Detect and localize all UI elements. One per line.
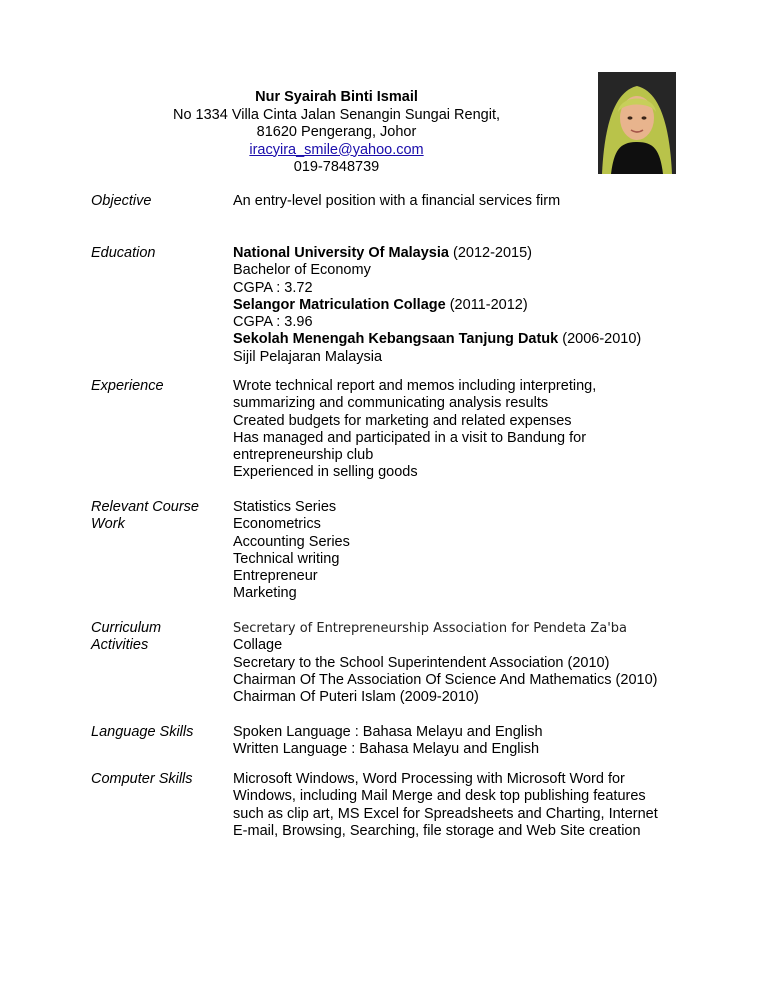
school-name: National University Of Malaysia	[233, 245, 449, 261]
activity-line: Chairman Of The Association Of Science And Mathematics (2010)	[233, 671, 658, 688]
course-item: Econometrics	[233, 516, 321, 533]
language-line: Written Language : Bahasa Melayu and English	[233, 741, 540, 758]
course-item: Entrepreneur	[233, 568, 318, 585]
education-detail: Sijil Pelajaran Malaysia	[233, 348, 383, 365]
experience-line: Has managed and participated in a visit to Bandung for	[233, 429, 587, 446]
activity-line: Secretary to the School Superintendent Association (2010)	[233, 654, 610, 671]
computer-line: such as clip art, MS Excel for Spreadsheets and Charting, Internet	[233, 805, 658, 822]
education-detail: CGPA : 3.72	[233, 279, 313, 296]
email-link[interactable]: iracyira_smile@yahoo.com	[249, 141, 424, 158]
education-detail: Bachelor of Economy	[233, 262, 371, 279]
activity-line: Collage	[233, 637, 283, 654]
experience-line: Experienced in selling goods	[233, 464, 418, 481]
curriculum-label-line: Curriculum	[91, 620, 162, 636]
course-item: Technical writing	[233, 550, 340, 567]
education-entry	[233, 245, 693, 262]
phone-number: 019-7848739	[293, 159, 380, 175]
education-label: Education	[91, 245, 156, 261]
course-item: Statistics Series	[233, 499, 337, 515]
school-years: (2012-2015)	[448, 245, 532, 261]
experience-line: summarizing and communicating analysis results	[233, 395, 549, 412]
course-item: Marketing	[233, 585, 297, 602]
experience-line: entrepreneurship club	[233, 447, 374, 464]
course-item: Accounting Series	[233, 533, 350, 550]
experience-line: Created budgets for marketing and related expenses	[233, 412, 572, 429]
activity-line: Secretary of Entrepreneurship Association for Pendeta Za'ba	[233, 621, 627, 636]
school-years: (2011-2012)	[445, 296, 528, 313]
computer-label: Computer Skills	[91, 771, 193, 787]
school-name: Selangor Matriculation Collage	[233, 296, 446, 313]
experience-line: Wrote technical report and memos including interpreting,	[233, 378, 597, 394]
applicant-name: Nur Syairah Binti Ismail	[255, 89, 418, 105]
coursework-label	[91, 499, 223, 534]
computer-line: Microsoft Windows, Word Processing with Microsoft Word for	[233, 771, 625, 787]
coursework-label-line: Relevant Course	[91, 499, 199, 515]
language-label: Language Skills	[91, 724, 194, 740]
school-name: Sekolah Menengah Kebangsaan Tanjung Datuk	[233, 331, 559, 348]
education-detail: CGPA : 3.96	[233, 314, 313, 331]
objective-label: Objective	[91, 193, 152, 209]
address-line-2: 81620 Pengerang, Johor	[256, 124, 417, 140]
school-years: (2006-2010)	[558, 331, 642, 348]
education-entry	[233, 297, 693, 314]
coursework-label-line: Work	[91, 516, 125, 533]
resume-header	[100, 89, 573, 177]
curriculum-label-line: Activities	[91, 637, 149, 654]
activity-line: Chairman Of Puteri Islam (2009-2010)	[233, 689, 479, 706]
education-entry	[233, 331, 693, 348]
experience-label: Experience	[91, 378, 164, 394]
computer-line: Windows, including Mail Merge and desk top publishing features	[233, 788, 646, 805]
computer-line: E-mail, Browsing, Searching, file storage and Web Site creation	[233, 822, 641, 839]
profile-photo	[598, 72, 676, 174]
objective-text: An entry-level position with a financial services firm	[233, 193, 561, 209]
address-line-1: No 1334 Villa Cinta Jalan Senangin Sungai Rengit,	[172, 106, 500, 123]
language-line: Spoken Language : Bahasa Melayu and English	[233, 724, 543, 740]
curriculum-label	[91, 620, 223, 655]
